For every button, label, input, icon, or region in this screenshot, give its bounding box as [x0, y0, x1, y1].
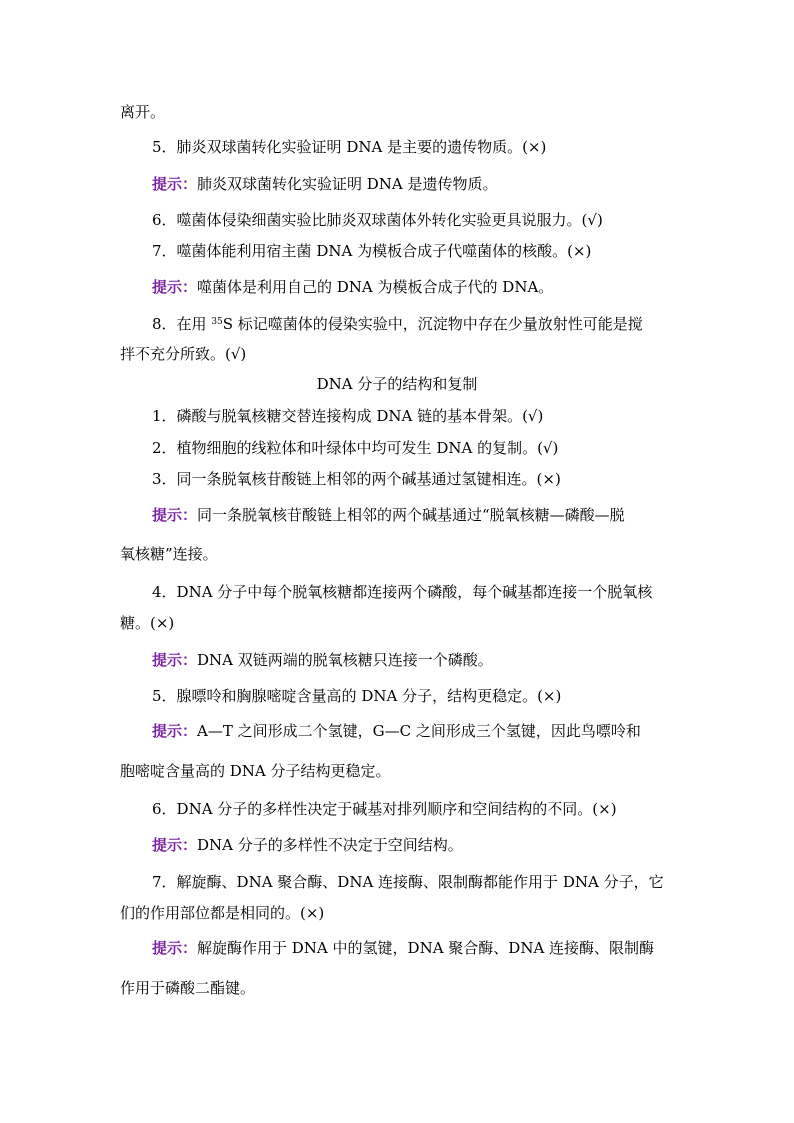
question-line: [152, 582, 652, 602]
line-text: 糖。(×): [120, 614, 175, 632]
line-text: 7．噬菌体能利用宿主菌 DNA 为模板合成子代噬菌体的核酸。(×): [152, 242, 592, 260]
text-line: [120, 344, 246, 364]
line-text: 6．DNA 分子的多样性决定于碱基对排列顺序和空间结构的不同。(×): [152, 800, 617, 818]
hint-label: 提示：: [152, 939, 198, 957]
question-line: [152, 872, 664, 892]
text-line: [120, 903, 324, 923]
hint-line: [152, 277, 553, 297]
line-text: 8．在用: [152, 315, 212, 333]
hint-line: [152, 505, 625, 525]
text-line: [120, 102, 165, 122]
line-text: 作用于磷酸二酯键。: [120, 979, 256, 997]
hint-label: 提示：: [152, 506, 198, 524]
line-text: 胞嘧啶含量高的 DNA 分子结构更稳定。: [120, 762, 391, 780]
text-line: [120, 978, 255, 998]
line-text: 6．噬菌体侵染细菌实验比肺炎双球菌体外转化实验更具说服力。(√): [152, 211, 603, 229]
hint-label: 提示：: [152, 175, 198, 193]
hint-text: 肺炎双球菌转化实验证明 DNA 是遗传物质。: [197, 175, 498, 193]
line-text: 3．同一条脱氧核苷酸链上相邻的两个碱基通过氢键相连。(×): [152, 470, 561, 488]
question-line: [152, 314, 643, 334]
section-title-text: DNA 分子的结构和复制: [316, 375, 478, 393]
line-text: 拌不充分所致。(√): [120, 345, 247, 363]
line-text: 7．解旋酶、DNA 聚合酶、DNA 连接酶、限制酶都能作用于 DNA 分子，它: [152, 873, 664, 891]
hint-text: DNA 双链两端的脱氧核糖只连接一个磷酸。: [197, 651, 493, 669]
hint-label: 提示：: [152, 836, 198, 854]
hint-line: [152, 938, 654, 958]
line-text: 氧核糖”连接。: [120, 545, 218, 563]
text-line: [120, 613, 174, 633]
line-text: 1．磷酸与脱氧核糖交替连接构成 DNA 链的基本骨架。(√): [152, 407, 544, 425]
question-line: [152, 406, 543, 426]
hint-line: [152, 174, 498, 194]
line-text: 5．腺嘌呤和胸腺嘧啶含量高的 DNA 分子，结构更稳定。(×): [152, 687, 562, 705]
question-line: [152, 137, 546, 157]
isotope-superscript: 35: [211, 317, 223, 327]
hint-line: [152, 835, 463, 855]
question-line: [152, 799, 617, 819]
question-line: [152, 686, 561, 706]
line-text: 2．植物细胞的线粒体和叶绿体中均可发生 DNA 的复制。(√): [152, 439, 559, 457]
text-line: [120, 761, 391, 781]
hint-text: 噬菌体是利用自己的 DNA 为模板合成子代的 DNA。: [197, 278, 554, 296]
text-line: [120, 544, 218, 564]
hint-label: 提示：: [152, 651, 198, 669]
line-text: S 标记噬菌体的侵染实验中，沉淀物中存在少量放射性可能是搅: [222, 315, 643, 333]
hint-text: 同一条脱氧核苷酸链上相邻的两个碱基通过“脱氧核糖—磷酸—脱: [197, 506, 625, 524]
hint-label: 提示：: [152, 722, 198, 740]
hint-line: [152, 721, 641, 741]
line-text: 4．DNA 分子中每个脱氧核糖都连接两个磷酸，每个碱基都连接一个脱氧核: [152, 583, 653, 601]
line-text: 离开。: [120, 103, 166, 121]
question-line: [152, 469, 561, 489]
section-title: [0, 374, 794, 394]
line-text: 们的作用部位都是相同的。(×): [120, 904, 325, 922]
hint-line: [152, 650, 493, 670]
hint-text: 解旋酶作用于 DNA 中的氢键，DNA 聚合酶、DNA 连接酶、限制酶: [197, 939, 655, 957]
question-line: [152, 438, 558, 458]
question-line: [152, 210, 603, 230]
hint-label: 提示：: [152, 278, 198, 296]
question-line: [152, 241, 591, 261]
hint-text: DNA 分子的多样性不决定于空间结构。: [197, 836, 463, 854]
hint-text: A—T 之间形成二个氢键，G—C 之间形成三个氢键，因此鸟嘌呤和: [197, 722, 641, 740]
line-text: 5．肺炎双球菌转化实验证明 DNA 是主要的遗传物质。(×): [152, 138, 547, 156]
